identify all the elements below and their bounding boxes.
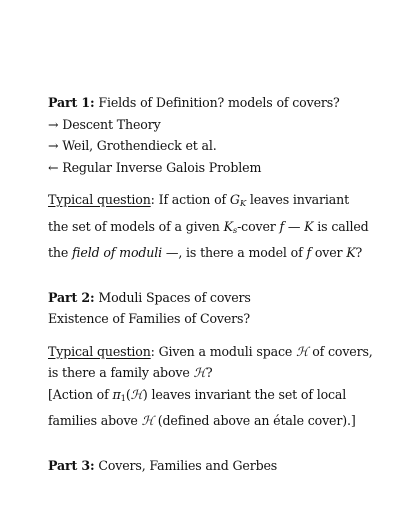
part1-bullet-2 [48, 135, 368, 157]
part1-question-line-2 [48, 216, 368, 243]
part1-question-line-3 [48, 242, 368, 264]
part1-bullet-3 [48, 157, 368, 179]
text: is there a family above [48, 365, 194, 380]
typical-question-label: Typical question [48, 192, 151, 207]
part2-question-line-4 [48, 410, 368, 432]
math-f: f [279, 218, 285, 234]
text: families above [48, 413, 142, 428]
slide-content [48, 92, 373, 476]
text: (defined above an étale cover).] [153, 413, 356, 428]
text: of covers, [308, 343, 373, 359]
text: ? [355, 245, 363, 260]
math-pi: π [112, 386, 121, 402]
spacer [48, 264, 368, 287]
part1-title: Fields of Definition? models of covers? [94, 95, 340, 110]
text: — [284, 218, 305, 234]
math-H: ℋ [296, 343, 309, 359]
text: —, is there a model of [162, 245, 307, 260]
right-arrow-icon: → [48, 138, 59, 153]
part1-bullet-text: Regular Inverse Galois Problem [58, 159, 262, 175]
text: ( [125, 386, 131, 402]
text: ) leaves invariant the set of local [142, 386, 347, 402]
part2-question-line-1 [48, 341, 373, 363]
text: the [48, 245, 73, 260]
math-subscript: s [232, 225, 238, 236]
part2-subtitle: Existence of Families of Covers? [48, 311, 250, 326]
spacer [48, 178, 368, 189]
math-H: ℋ [141, 413, 154, 428]
text: the set of models of a given [48, 218, 224, 234]
part3-label: Part 3: [48, 457, 95, 473]
part1-heading [48, 92, 368, 114]
field-of-moduli-term: field of moduli [72, 245, 163, 260]
math-G: G [229, 192, 240, 207]
math-K: K [223, 218, 233, 234]
math-subscript: 1 [120, 393, 126, 404]
text: leaves invariant [246, 192, 349, 207]
math-K: K [346, 245, 356, 260]
part3-heading [48, 455, 368, 477]
text: : If action of [150, 192, 230, 207]
part1-bullet-text: Weil, Grothendieck et al. [58, 138, 217, 153]
part1-bullet-text: Descent Theory [58, 116, 161, 132]
part2-question-line-3 [48, 384, 368, 411]
part2-heading [48, 287, 368, 309]
math-f: f [306, 245, 311, 260]
text: [Action of [48, 386, 113, 402]
math-H: ℋ [193, 365, 206, 380]
text: : Given a moduli space [150, 343, 297, 359]
text: over [310, 245, 347, 260]
text: ? [205, 365, 213, 380]
part1-label: Part 1: [48, 95, 95, 110]
spacer [48, 330, 368, 341]
text: -cover [237, 218, 280, 234]
math-subscript: K [239, 199, 247, 209]
part2-label: Part 2: [48, 289, 95, 305]
part2-question-line-2 [48, 362, 368, 384]
spacer [48, 432, 368, 455]
text: is called [313, 218, 369, 234]
part2-title: Moduli Spaces of covers [94, 289, 251, 305]
math-K: K [304, 218, 314, 234]
math-H: ℋ [130, 386, 143, 402]
left-arrow-icon: ← [48, 159, 59, 175]
right-arrow-icon: → [48, 116, 59, 132]
typical-question-label: Typical question [48, 343, 151, 359]
part3-title: Covers, Families and Gerbes [94, 457, 278, 473]
part1-question-line-1 [48, 189, 368, 216]
part1-bullet-1 [48, 114, 368, 136]
